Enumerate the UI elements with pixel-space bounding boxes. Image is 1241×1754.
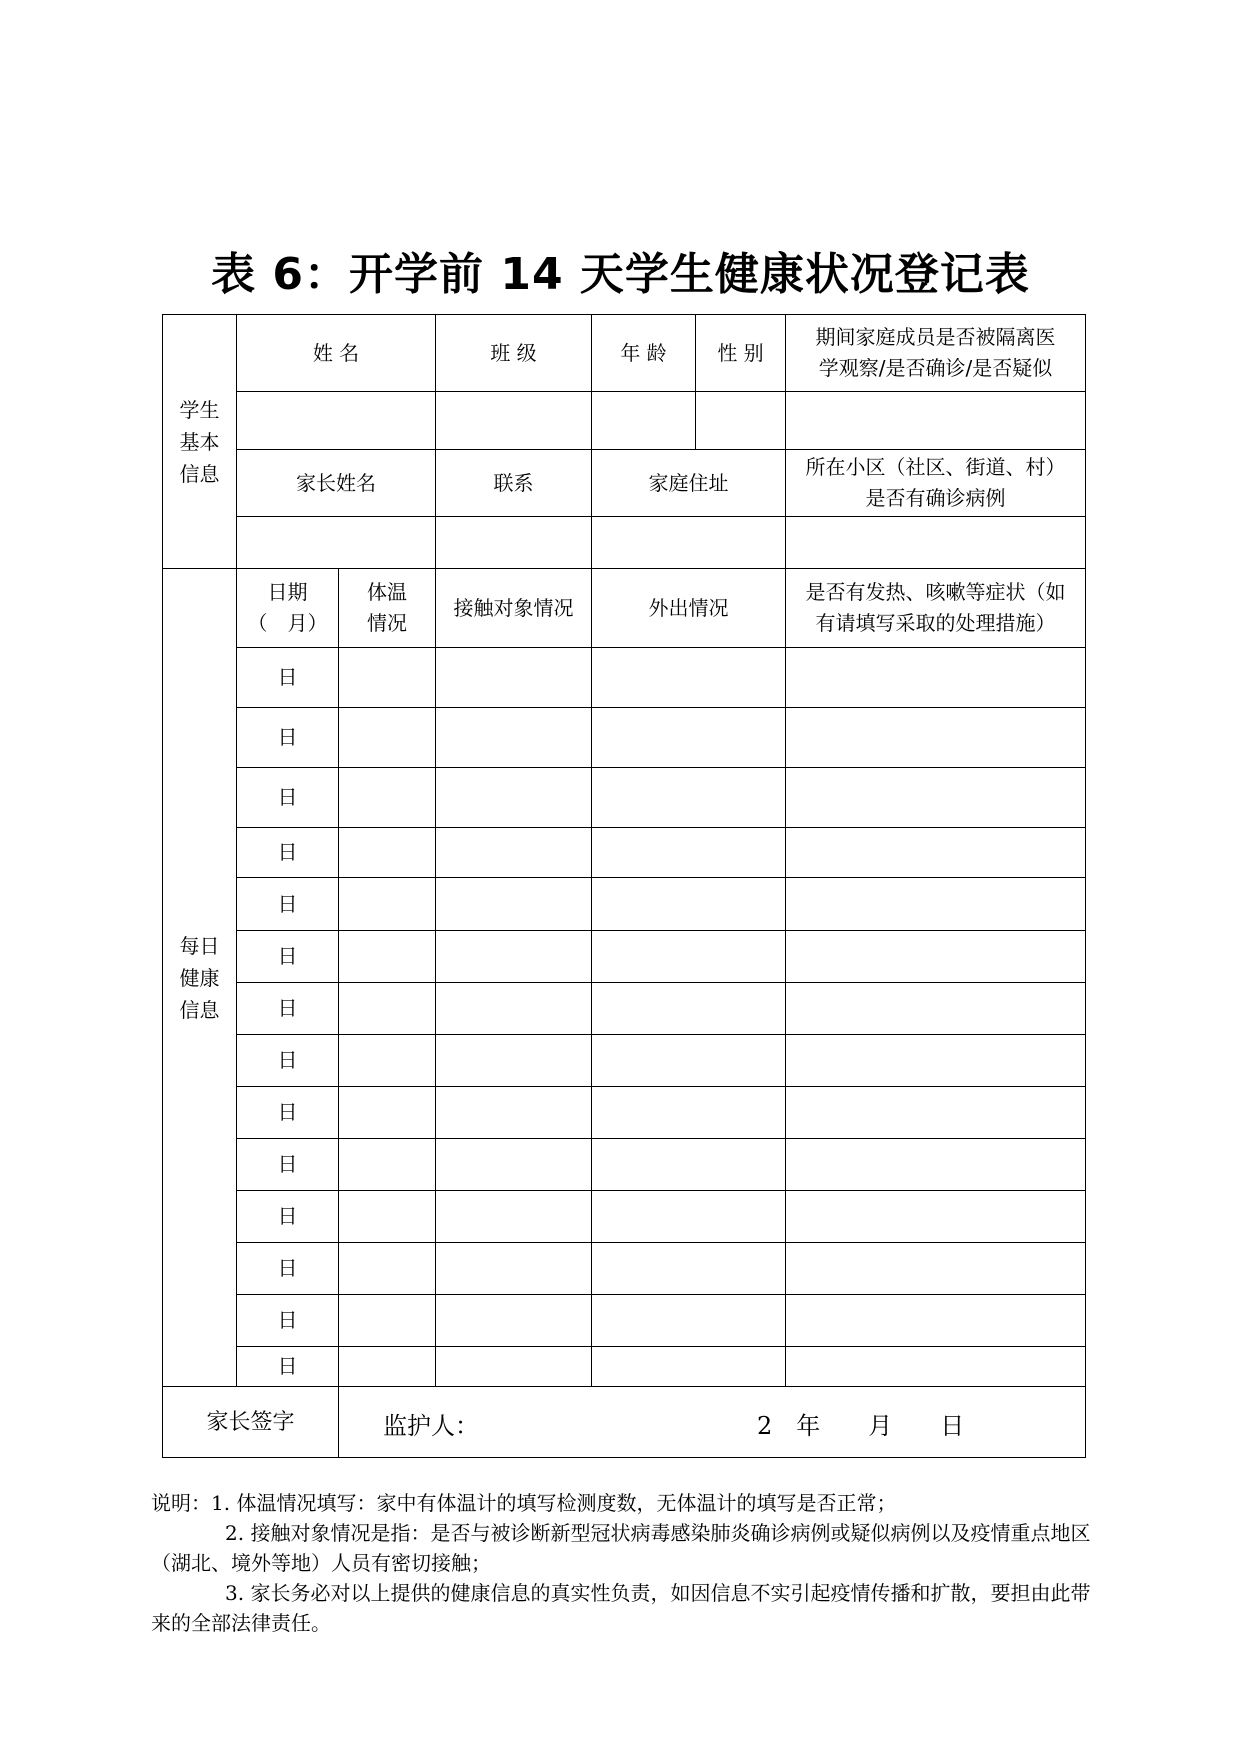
daily-row <box>163 931 1086 983</box>
contact-object-field[interactable] <box>436 708 592 768</box>
outing-field[interactable] <box>592 768 786 828</box>
symptoms-field[interactable] <box>786 1035 1086 1087</box>
daily-row <box>163 1087 1086 1139</box>
daily-row <box>163 1243 1086 1295</box>
temperature-field[interactable] <box>339 1035 436 1087</box>
symptoms-header: 是否有发热、咳嗽等症状（如 有请填写采取的处理措施） <box>786 569 1086 648</box>
note-2: 2. 接触对象情况是指：是否与被诊断新型冠状病毒感染肺炎确诊病例或疑似病例以及疫情重点地区（湖北、境外等地）人员有密切接触； <box>151 1521 1091 1575</box>
temperature-field[interactable] <box>339 983 436 1035</box>
daily-row <box>163 1347 1086 1387</box>
health-registration-table <box>162 314 1086 1458</box>
outing-field[interactable] <box>592 1087 786 1139</box>
notes-section <box>151 1488 1096 1638</box>
date-header: 日期 （ 月） <box>237 569 339 648</box>
community-field[interactable] <box>786 517 1086 569</box>
temperature-field[interactable] <box>339 708 436 768</box>
temperature-field[interactable] <box>339 1347 436 1387</box>
temperature-header: 体温 情况 <box>339 569 436 648</box>
isolation-field[interactable] <box>786 392 1086 450</box>
day-cell: 日 <box>237 708 339 768</box>
signature-date: 2 年 月 日 <box>757 1412 965 1440</box>
daily-row <box>163 1295 1086 1347</box>
symptoms-field[interactable] <box>786 1243 1086 1295</box>
contact-object-field[interactable] <box>436 878 592 931</box>
outing-field[interactable] <box>592 708 786 768</box>
temperature-field[interactable] <box>339 648 436 708</box>
parent-name-header: 家长姓名 <box>237 450 436 517</box>
outing-field[interactable] <box>592 828 786 878</box>
daily-info-section-label: 每日 健康 信息 <box>163 569 237 1387</box>
isolation-header: 期间家庭成员是否被隔离医 学观察/是否确诊/是否疑似 <box>786 315 1086 392</box>
day-cell: 日 <box>237 768 339 828</box>
age-field[interactable] <box>592 392 696 450</box>
daily-row <box>163 768 1086 828</box>
contact-header: 联系 <box>436 450 592 517</box>
contact-object-field[interactable] <box>436 1191 592 1243</box>
contact-object-field[interactable] <box>436 1347 592 1387</box>
community-header: 所在小区（社区、街道、村） 是否有确诊病例 <box>786 450 1086 517</box>
daily-row <box>163 708 1086 768</box>
symptoms-field[interactable] <box>786 1087 1086 1139</box>
notes-prefix: 说明： <box>151 1491 211 1515</box>
symptoms-field[interactable] <box>786 1347 1086 1387</box>
symptoms-field[interactable] <box>786 1139 1086 1191</box>
guardian-label: 监护人： <box>383 1412 479 1440</box>
note-3: 3. 家长务必对以上提供的健康信息的真实性负责，如因信息不实引起疫情传播和扩散，要担由此带来的全部法律责任。 <box>151 1581 1091 1635</box>
outing-field[interactable] <box>592 1139 786 1191</box>
daily-row <box>163 648 1086 708</box>
temperature-field[interactable] <box>339 1191 436 1243</box>
signature-field[interactable] <box>339 1387 1086 1458</box>
contact-object-header: 接触对象情况 <box>436 569 592 648</box>
outing-field[interactable] <box>592 878 786 931</box>
day-cell: 日 <box>237 1035 339 1087</box>
daily-row <box>163 1139 1086 1191</box>
day-cell: 日 <box>237 983 339 1035</box>
day-cell: 日 <box>237 878 339 931</box>
class-header: 班 级 <box>436 315 592 392</box>
note-1: 说明：1. 体温情况填写：家中有体温计的填写检测度数，无体温计的填写是否正常； <box>151 1491 897 1515</box>
outing-field[interactable] <box>592 931 786 983</box>
temperature-field[interactable] <box>339 1139 436 1191</box>
parent-signature-label: 家长签字 <box>163 1387 339 1458</box>
day-cell: 日 <box>237 1191 339 1243</box>
contact-object-field[interactable] <box>436 983 592 1035</box>
outing-field[interactable] <box>592 1347 786 1387</box>
contact-field[interactable] <box>436 517 592 569</box>
contact-object-field[interactable] <box>436 1035 592 1087</box>
outing-field[interactable] <box>592 1295 786 1347</box>
gender-header: 性 别 <box>696 315 786 392</box>
contact-object-field[interactable] <box>436 1295 592 1347</box>
day-cell: 日 <box>237 1347 339 1387</box>
temperature-field[interactable] <box>339 828 436 878</box>
outing-field[interactable] <box>592 983 786 1035</box>
age-header: 年 龄 <box>592 315 696 392</box>
day-cell: 日 <box>237 1139 339 1191</box>
outing-field[interactable] <box>592 1035 786 1087</box>
temperature-field[interactable] <box>339 1243 436 1295</box>
parent-name-field[interactable] <box>237 517 436 569</box>
address-field[interactable] <box>592 517 786 569</box>
page-title: 表 6：开学前 14 天学生健康状况登记表 <box>211 249 1030 300</box>
contact-object-field[interactable] <box>436 648 592 708</box>
temperature-field[interactable] <box>339 1087 436 1139</box>
symptoms-field[interactable] <box>786 1295 1086 1347</box>
contact-object-field[interactable] <box>436 828 592 878</box>
daily-row <box>163 983 1086 1035</box>
symptoms-field[interactable] <box>786 983 1086 1035</box>
address-header: 家庭住址 <box>592 450 786 517</box>
daily-row <box>163 828 1086 878</box>
outing-field[interactable] <box>592 1191 786 1243</box>
symptoms-field[interactable] <box>786 768 1086 828</box>
daily-row <box>163 1191 1086 1243</box>
day-cell: 日 <box>237 1087 339 1139</box>
temperature-field[interactable] <box>339 1295 436 1347</box>
contact-object-field[interactable] <box>436 931 592 983</box>
symptoms-field[interactable] <box>786 1191 1086 1243</box>
contact-object-field[interactable] <box>436 1087 592 1139</box>
outing-field[interactable] <box>592 1243 786 1295</box>
symptoms-field[interactable] <box>786 878 1086 931</box>
outing-header: 外出情况 <box>592 569 786 648</box>
day-cell: 日 <box>237 648 339 708</box>
outing-field[interactable] <box>592 648 786 708</box>
day-cell: 日 <box>237 1295 339 1347</box>
daily-row <box>163 1035 1086 1087</box>
symptoms-field[interactable] <box>786 708 1086 768</box>
symptoms-field[interactable] <box>786 931 1086 983</box>
day-cell: 日 <box>237 828 339 878</box>
name-field[interactable] <box>237 392 436 450</box>
name-header: 姓 名 <box>237 315 436 392</box>
symptoms-field[interactable] <box>786 648 1086 708</box>
temperature-field[interactable] <box>339 931 436 983</box>
gender-field[interactable] <box>696 392 786 450</box>
contact-object-field[interactable] <box>436 1139 592 1191</box>
temperature-field[interactable] <box>339 768 436 828</box>
daily-row <box>163 878 1086 931</box>
contact-object-field[interactable] <box>436 768 592 828</box>
temperature-field[interactable] <box>339 878 436 931</box>
day-cell: 日 <box>237 931 339 983</box>
student-info-section-label: 学生 基本 信息 <box>163 315 237 569</box>
contact-object-field[interactable] <box>436 1243 592 1295</box>
symptoms-field[interactable] <box>786 828 1086 878</box>
class-field[interactable] <box>436 392 592 450</box>
day-cell: 日 <box>237 1243 339 1295</box>
